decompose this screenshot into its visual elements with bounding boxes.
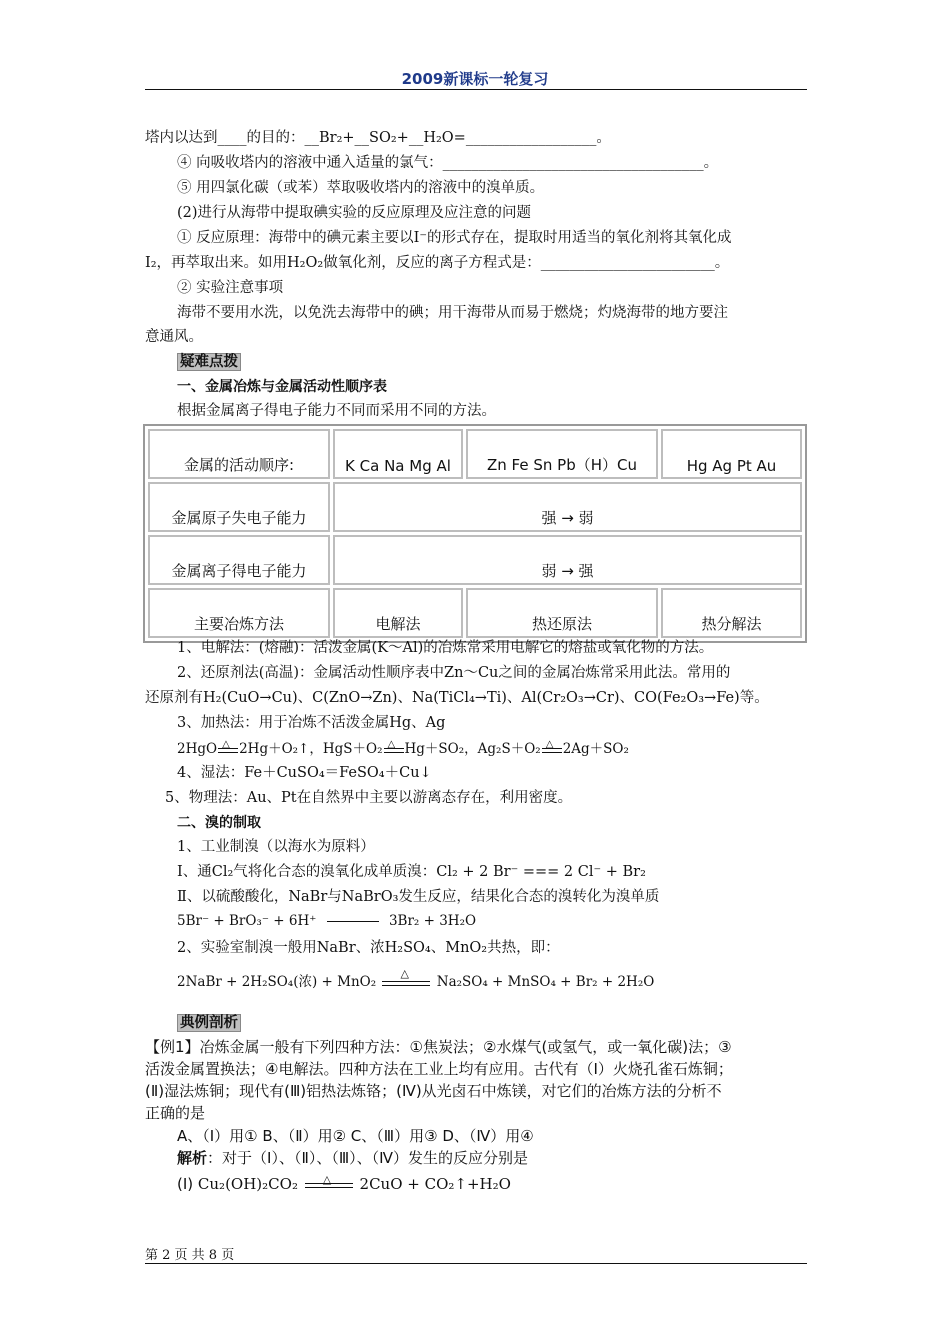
table-cell: 电解法 [333,588,463,638]
section-label: 疑难点拨 [177,353,241,371]
header-title: 2009新课标一轮复习 [401,70,549,88]
text-line: ① 反应原理：海带中的碘元素主要以I⁻的形式存在，提取时用适当的氧化剂将其氧化成 [177,230,732,246]
text-line: 2、还原剂法(高温)：金属活动性顺序表中Zn～Cu之间的金属冶炼常采用此法。常用的 [177,665,731,681]
text-line: 还原剂有H₂(CuO→Cu)、C(ZnO→Zn)、Na(TiCl₄→Ti)、Al(Cr₂O₃→Cr)、CO(Fe₂O₃→Fe)等。 [145,690,769,706]
text-line: Ⅰ、通Cl₂气将化合态的溴氧化成单质溴：Cl₂ + 2 Br⁻ === 2 Cl⁻ + Br₂ [177,864,646,880]
equation-line: 2HgO △ 2Hg＋O₂↑，HgS＋O₂ △ Hg＋SO₂，Ag₂S＋O₂ △ 2Ag＋SO₂ [177,738,629,757]
equation-line: (I) Cu₂(OH)₂CO₂ △ 2CuO + CO₂↑+H₂O [177,1173,511,1193]
text-line: 3、加热法：用于冶炼不活泼金属Hg、Ag [177,715,446,731]
section-heading: 一、金属冶炼与金属活动性顺序表 [177,379,387,395]
text-line: 塔内以达到____的目的：__Br₂+__SO₂+__H₂O=__________________。 [145,130,611,146]
text-line: 解析：对于（Ⅰ）、（Ⅱ）、（Ⅲ）、（Ⅳ）发生的反应分别是 [177,1149,529,1167]
header-rule [145,89,807,90]
text-line: 海带不要用水洗，以免洗去海带中的碘；用干海带从而易于燃烧；灼烧海带的地方要注 [177,305,728,321]
table-cell: 金属离子得电子能力 [148,535,330,585]
table-cell: 热分解法 [661,588,802,638]
text-line: (Ⅱ)湿法炼铜；现代有(Ⅲ)铝热法炼铬；(Ⅳ)从光卤石中炼镁，对它们的冶炼方法的分析不 [145,1082,722,1100]
equals-line [327,921,379,922]
metal-activity-table [143,424,807,643]
text-line: 【例1】冶炼金属一般有下列四种方法：①焦炭法；②水煤气(或氢气，或一氧化碳)法；③ [145,1038,732,1056]
text-line: 活泼金属置换法；④电解法。四种方法在工业上均有应用。古代有（Ⅰ）火烧孔雀石炼铜； [145,1060,733,1078]
heat-arrow: △ [383,743,405,757]
table-row [148,429,802,479]
text-line: 根据金属离子得电子能力不同而采用不同的方法。 [177,403,496,419]
table-row [148,482,802,532]
table-cell: Hg Ag Pt Au [661,429,802,479]
text-line: Ⅱ、以硫酸酸化，NaBr与NaBrO₃发生反应，结果化合态的溴转化为溴单质 [177,889,660,905]
table-row [148,535,802,585]
text-line: ② 实验注意事项 [177,280,284,296]
heat-arrow: △ [303,1177,355,1193]
table-row [148,588,802,638]
table-cell: 弱 → 强 [333,535,802,585]
equation-line: 5Br⁻ + BrO₃⁻ + 6H⁺ 3Br₂ + 3H₂O [177,913,477,929]
table-cell: K Ca Na Mg Al [333,429,463,479]
heat-arrow: △ [541,743,563,757]
table-cell: 强 → 弱 [333,482,802,532]
text-line: (2)进行从海带中提取碘实验的反应原理及应注意的问题 [177,205,532,221]
text-line: 正确的是 [145,1104,206,1122]
text-line: 1、工业制溴（以海水为原料） [177,839,375,855]
table-cell: 热还原法 [466,588,658,638]
text-line: 5、物理法：Au、Pt在自然界中主要以游离态存在，利用密度。 [165,790,573,806]
text-line: ⑤ 用四氯化碳（或苯）萃取吸收塔内的溶液中的溴单质。 [177,180,545,196]
heat-arrow: △ [217,743,239,757]
section-heading: 二、溴的制取 [177,815,261,831]
text-line: 1、电解法：(熔融)：活泼金属(K～Al)的冶炼常采用电解它的熔盐或氧化物的方法。 [177,640,714,656]
text-line: ④ 向吸收塔内的溶液中通入适量的氯气：____________________________________。 [177,155,719,171]
table-cell: 金属原子失电子能力 [148,482,330,532]
text-line: 意通风。 [145,329,203,345]
text-line: 2、实验室制溴一般用NaBr、浓H₂SO₄、MnO₂共热，即： [177,940,560,956]
equation-line: 2NaBr + 2H₂SO₄(浓) + MnO₂ △ Na₂SO₄ + MnSO₄ + Br₂ + 2H₂O [177,966,655,990]
table-cell: Zn Fe Sn Pb（H）Cu [466,429,658,479]
section-label: 典例剖析 [177,1014,241,1032]
table-cell: 金属的活动顺序: [148,429,330,479]
page-number: 第 2 页 共 8 页 [145,1248,235,1263]
text-line: I₂，再萃取出来。如用H₂O₂做氧化剂，反应的离子方程式是：________________________。 [145,255,730,271]
text-line: 4、湿法：Fe＋CuSO₄＝FeSO₄＋Cu↓ [177,765,432,781]
footer-rule [145,1263,807,1264]
table-cell: 主要冶炼方法 [148,588,330,638]
answer-options: A、（Ⅰ）用① B、（Ⅱ）用② C、（Ⅲ）用③ D、（Ⅳ）用④ [177,1127,534,1145]
heat-arrow: △ [380,975,432,991]
